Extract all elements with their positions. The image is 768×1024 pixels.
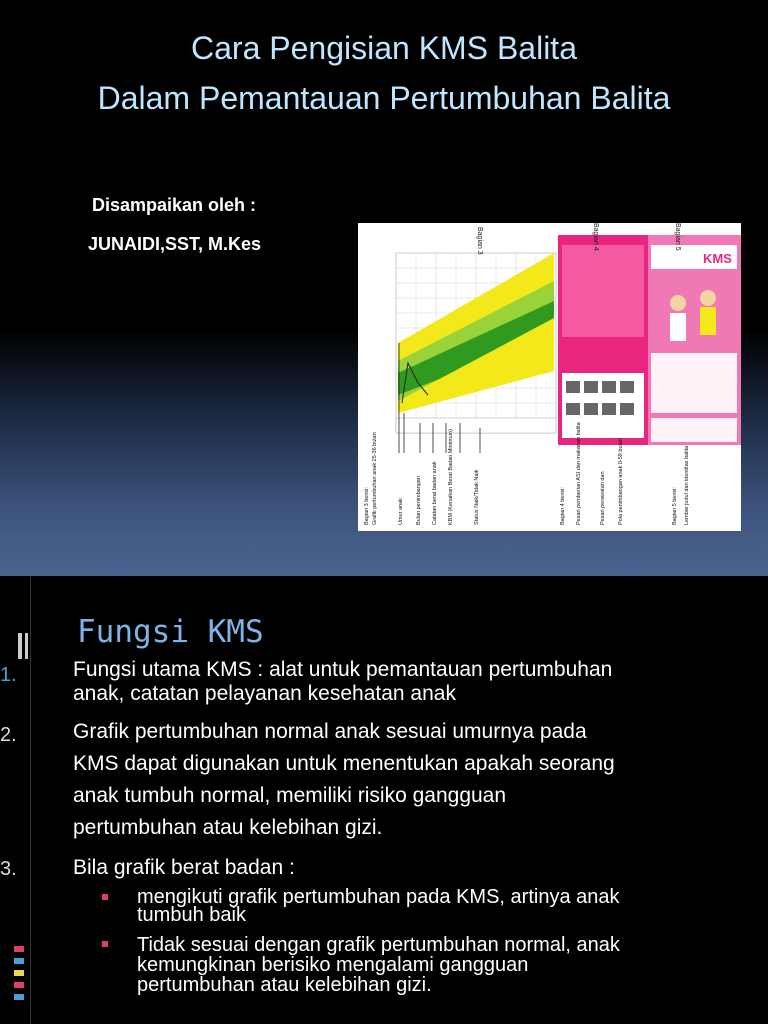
- sub-line: Tidak sesuai dengan grafik pertumbuhan normal, anak: [137, 934, 620, 956]
- col4-annotation: Pola penimbangan anak 0-59 bulan: [618, 438, 624, 525]
- item-line: KMS dapat digunakan untuk menentukan apakah seorang: [73, 752, 615, 775]
- title-line-2: Dalam Pemantauan Pertumbuhan Balita: [97, 80, 671, 116]
- item-line: Fungsi utama KMS : alat untuk pemantauan pertumbuhan: [73, 658, 613, 681]
- col5-annotation: Bagian 5 berisi:: [672, 487, 678, 525]
- col3-annotation: Bagian 3 berisi:: [364, 487, 370, 525]
- slide-fungsi-kms: [0, 576, 768, 1024]
- bullet-icon: [102, 941, 108, 947]
- sub-line: mengikuti grafik pertumbuhan pada KMS, artinya anak: [137, 886, 620, 908]
- sub-line: pertumbuhan atau kelebihan gizi.: [137, 974, 432, 996]
- col3-annotation: Bulan penimbangan: [416, 476, 422, 525]
- presenter-name: JUNAIDI,SST, M.Kes: [88, 234, 262, 254]
- bullet-icon: [102, 894, 108, 900]
- col4-annotation: Pesan pemberian ASI dan makanan balita: [576, 422, 582, 525]
- sub-item: [137, 933, 757, 997]
- col3-annotation: Umur anak: [398, 498, 404, 525]
- list-item: [73, 852, 753, 884]
- section-label-3: Bagian 3: [476, 227, 483, 255]
- col4-annotation: Bagian 4 berisi:: [560, 487, 566, 525]
- item-line: Bila grafik berat badan :: [73, 856, 295, 879]
- kms-card-image: [358, 223, 741, 531]
- item-number: 2.: [0, 724, 17, 746]
- list-item: [73, 716, 753, 844]
- sub-item: [137, 885, 757, 927]
- title-line-1: Cara Pengisian KMS Balita: [191, 30, 577, 66]
- col3-annotation: Catatan berat badan anak: [432, 461, 438, 525]
- section-label-4: Bagian 4: [592, 223, 599, 251]
- col3-annotation: Grafik pertumbuhan anak 25-36 bulan: [372, 432, 378, 525]
- kms-illustration: [358, 223, 741, 531]
- kms-logo: KMS: [703, 251, 732, 266]
- col5-annotation: Lembar judul dan identitas balita: [684, 445, 690, 525]
- col4-annotation: Pesan perawatan dan: [600, 471, 606, 525]
- decorative-bars: [14, 946, 24, 1016]
- item-line: anak, catatan pelayanan kesehatan anak: [73, 682, 456, 705]
- slide2-title: Fungsi KMS: [77, 614, 264, 650]
- item-line: pertumbuhan atau kelebihan gizi.: [73, 816, 383, 839]
- item-number: 1.: [0, 664, 17, 686]
- sub-line: kemungkinan berisiko mengalami gangguan: [137, 954, 529, 976]
- presenter-label: Disampaikan oleh :: [92, 195, 257, 215]
- list-item: [73, 658, 753, 706]
- section-label-5: Bagian 5: [674, 223, 681, 251]
- side-divider: [30, 576, 31, 1024]
- item-number: 3.: [0, 858, 17, 880]
- col3-annotation: KBM (Kenaikan Berat Badan Minimum): [448, 429, 454, 525]
- item-line: Grafik pertumbuhan normal anak sesuai umurnya pada: [73, 720, 587, 743]
- sub-line: tumbuh baik: [137, 904, 246, 926]
- item-line: anak tumbuh normal, memiliki risiko gangguan: [73, 784, 507, 807]
- col3-annotation: Status Naik/Tidak Naik: [474, 469, 480, 525]
